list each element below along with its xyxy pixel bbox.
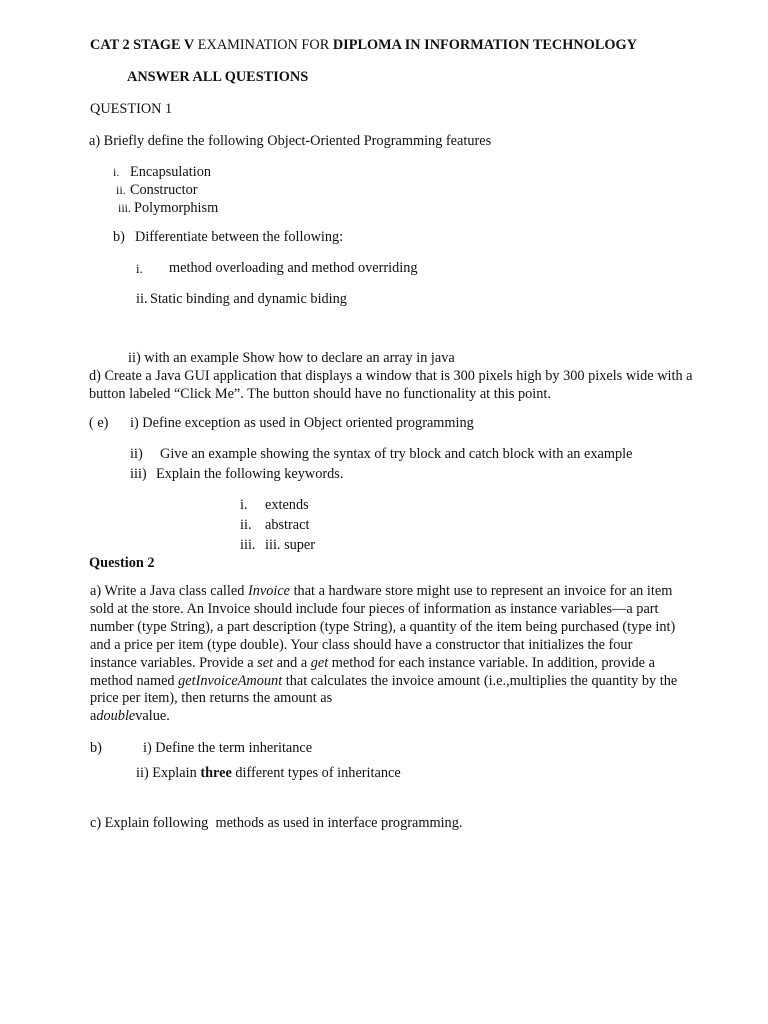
q1a-item-2: Constructor <box>130 182 198 198</box>
q2a-method-term: getInvoiceAmount <box>178 672 283 689</box>
q2-part-c: c) Explain following methods as used in interface programming. <box>90 815 463 831</box>
q2a-get-term: get <box>310 654 329 671</box>
q2a-double-term: double <box>96 708 136 725</box>
q1-part-e-label: ( e) <box>89 415 109 431</box>
q2a-text-1: a) Write a Java class called <box>90 583 248 599</box>
q1e-item-iii: Explain the following keywords. <box>156 466 344 482</box>
q1a-item-3: Polymorphism <box>134 200 219 216</box>
q1b-item-2-num: ii. <box>136 291 148 307</box>
q1-part-a: a) Briefly define the following Object-Oriented Programming features <box>89 133 492 149</box>
q1a-item-3-num: iii. <box>118 201 132 215</box>
q1e-item-ii: Give an example showing the syntax of try block and catch block with an example <box>160 446 633 462</box>
keyword-1: extends <box>265 497 309 513</box>
keyword-1-num: i. <box>240 497 248 513</box>
keyword-3: iii. super <box>265 537 316 553</box>
q2a-text-5: that calculates the invoice amount (i.e.,multiplies the quantity by the price per item), then returns the amount as <box>90 672 678 707</box>
exam-title-program: DIPLOMA IN INFORMATION TECHNOLOGY <box>332 37 637 53</box>
exam-title <box>90 37 637 54</box>
keyword-2: abstract <box>265 517 310 533</box>
q2a-invoice-term: Invoice <box>247 583 291 599</box>
q1a-item-1-num: i. <box>113 165 120 179</box>
q1b-item-1-num: i. <box>136 261 143 276</box>
q1b-item-2: Static binding and dynamic biding <box>150 291 347 307</box>
q1-part-b: Differentiate between the following: <box>135 229 344 245</box>
keyword-2-num: ii. <box>240 517 252 533</box>
q2a-set-term: set <box>257 654 274 671</box>
q1-part-d-line-1: d) Create a Java GUI application that displays a window that is 300 pixels high by 300 pixels wide with a <box>89 368 693 384</box>
exam-title-stage: CAT 2 STAGE V <box>90 37 195 53</box>
question-2-heading: Question 2 <box>89 555 155 571</box>
q2b-item-ii-bold: three <box>200 765 232 781</box>
q2a-text-7: value. <box>135 708 170 725</box>
q1a-item-2-num: ii. <box>116 183 126 197</box>
q2b-item-ii-pre: ii) Explain <box>136 765 201 781</box>
q2b-item-i: i) Define the term inheritance <box>143 740 313 756</box>
q1e-item-i: i) Define exception as used in Object oriented programming <box>130 415 474 431</box>
keyword-3-num: iii. <box>240 537 256 553</box>
q2b-item-ii-post: different types of inheritance <box>231 765 401 781</box>
q2a-text-2: that a hardware store might use to represent an invoice for an item sold at the store. An Invoice should include four pieces of information as instance variables—a part number (type String), a part description (type String), a quantity of the item being purchased (type int) and a price per item (type double). Your class should have a constructor that initializes the four instance variables. Provide a <box>90 583 676 671</box>
question-1-heading: QUESTION 1 <box>90 101 173 117</box>
q1-part-c-ii: ii) with an example Show how to declare an array in java <box>128 350 455 366</box>
q1a-item-1: Encapsulation <box>130 164 211 180</box>
q1e-item-iii-num: iii) <box>130 466 147 482</box>
q2a-text-4: method for each instance variable. In addition, provide a method named <box>90 654 655 689</box>
q2-part-a <box>90 583 680 726</box>
q1-part-b-label: b) <box>113 229 125 245</box>
q1e-item-ii-num: ii) <box>130 446 143 462</box>
exam-title-middle: EXAMINATION FOR <box>194 37 333 53</box>
q1b-item-1: method overloading and method overriding <box>169 260 418 276</box>
q1-part-d-line-2: button labeled “Click Me”. The button should have no functionality at this point. <box>89 386 551 402</box>
exam-instruction: ANSWER ALL QUESTIONS <box>127 69 309 85</box>
q2a-text-6: a <box>90 708 97 725</box>
q2-part-b-label: b) <box>90 740 102 756</box>
q2b-item-ii <box>136 765 401 782</box>
q2a-text-3: and a <box>273 654 311 671</box>
